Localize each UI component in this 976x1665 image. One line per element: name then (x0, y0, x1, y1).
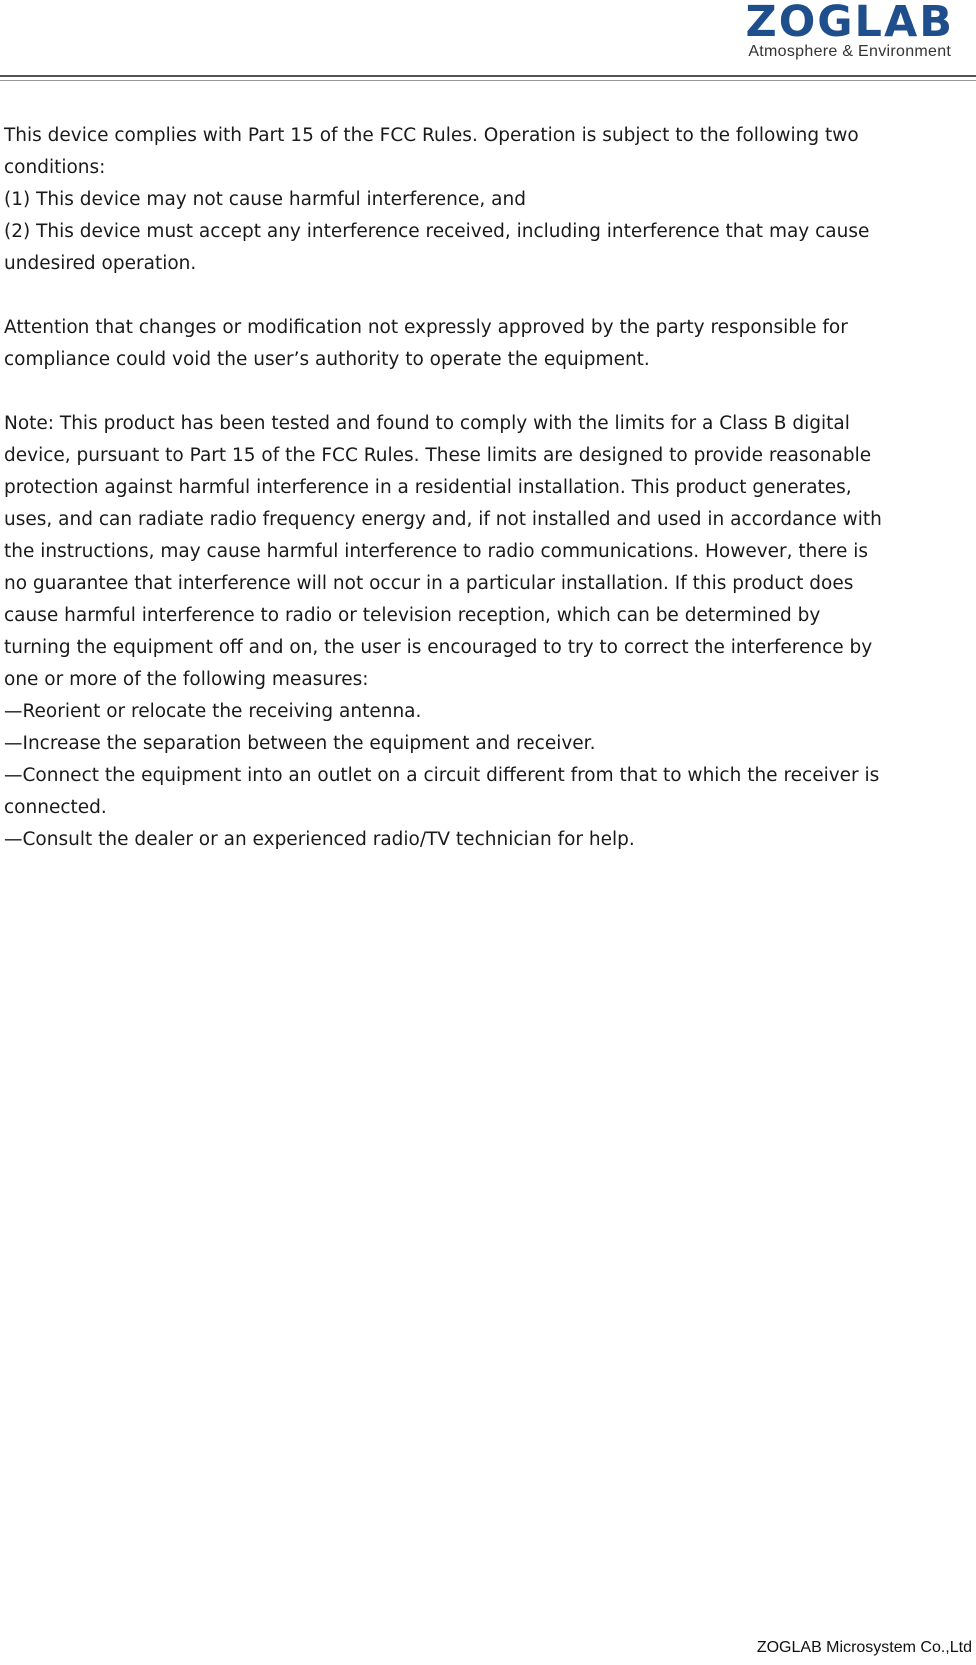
text-line: compliance could void the user’s authority to operate the equipment. (4, 349, 650, 370)
text-line: This device complies with Part 15 of the FCC Rules. Operation is subject to the following two (4, 125, 859, 146)
footer-company: ZOGLAB Microsystem Co.,Ltd (756, 1639, 972, 1656)
page-header (0, 0, 976, 82)
zoglab-logo (746, 0, 954, 61)
text-line: no guarantee that interference will not occur in a particular installation. If this product does (4, 573, 854, 594)
fcc-compliance-paragraph (4, 120, 972, 280)
measure-item: connected. (4, 797, 107, 818)
document-body (4, 120, 972, 856)
text-line: uses, and can radiate radio frequency energy and, if not installed and used in accordance with (4, 509, 882, 530)
paragraph-spacer (4, 280, 972, 312)
logo-wordmark: ZOGLAB (745, 0, 954, 47)
paragraph-spacer (4, 376, 972, 408)
text-line: (1) This device may not cause harmful interference, and (4, 189, 526, 210)
text-line: one or more of the following measures: (4, 669, 369, 690)
logo-tagline: Atmosphere & Environment (748, 43, 952, 60)
measure-item: —Reorient or relocate the receiving antenna. (4, 701, 422, 722)
text-line: (2) This device must accept any interference received, including interference that may cause (4, 221, 870, 242)
text-line: undesired operation. (4, 253, 197, 274)
measure-item: —Increase the separation between the equipment and receiver. (4, 733, 596, 754)
text-line: device, pursuant to Part 15 of the FCC Rules. These limits are designed to provide reasonable (4, 445, 872, 466)
text-line: protection against harmful interference in a residential installation. This product generates, (4, 477, 852, 498)
attention-paragraph (4, 312, 972, 376)
text-line: conditions: (4, 157, 106, 178)
note-paragraph (4, 408, 972, 856)
text-line: cause harmful interference to radio or television reception, which can be determined by (4, 605, 821, 626)
header-rule-thick (0, 75, 976, 77)
header-rule-thin (0, 80, 976, 81)
text-line: turning the equipment off and on, the user is encouraged to try to correct the interference by (4, 637, 873, 658)
measure-item: —Connect the equipment into an outlet on a circuit different from that to which the receiver is (4, 765, 880, 786)
text-line: Attention that changes or modification not expressly approved by the party responsible for (4, 317, 848, 338)
measure-item: —Consult the dealer or an experienced radio/TV technician for help. (4, 829, 635, 850)
text-line: the instructions, may cause harmful interference to radio communications. However, there is (4, 541, 869, 562)
text-line: Note: This product has been tested and found to comply with the limits for a Class B digital (4, 413, 850, 434)
